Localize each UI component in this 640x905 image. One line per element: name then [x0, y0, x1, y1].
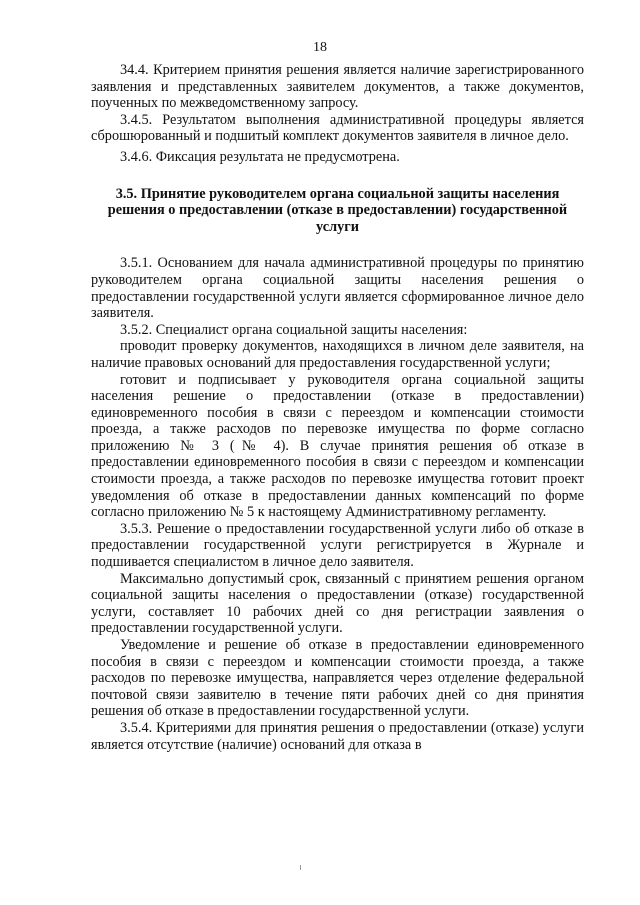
paragraph-3-5-2: 3.5.2. Специалист органа социальной защиты населения: [120, 321, 468, 338]
paragraph-3-5-2-check: проводит проверку документов, находящихся в личном деле заявителя, на наличие правовых оснований для предоставления государственной услуги; [91, 338, 584, 371]
paragraph-3-4-5: 3.4.5. Результатом выполнения административной процедуры является сброшюрованный и подшитый комплект документов заявителя в личное дело. [91, 111, 584, 145]
paragraph-3-5-1: 3.5.1. Основанием для начала административной процедуры по принятию руководителем органа социальной защиты населения решения о предоставлении государственной услуги является сформированное личное дело заявителя. [91, 255, 584, 322]
paragraph-3-4-6: 3.4.6. Фиксация результата не предусмотрена. [120, 148, 400, 165]
paragraph-3-5-3: 3.5.3. Решение о предоставлении государственной услуги либо об отказе в предоставлении государственной услуги регистрируется в Журнале и подшивается специалистом в личное дело заявителя. [91, 520, 584, 571]
paragraph-3-4-4: 34.4. Критерием принятия решения является наличие зарегистрированного заявления и представленных заявителем документов, а также документов, поученных по межведомственному запросу. [91, 62, 584, 112]
document-body [91, 62, 584, 753]
paragraph-3-5-3-term: Максимально допустимый срок, связанный с принятием решения органом социальной защиты населения о предоставлении (отказе) государственной услуги, составляет 10 рабочих дней со дня регистрации заявления о предоставлении государственной услуги. [91, 570, 584, 637]
scan-mark [300, 865, 301, 870]
paragraph-3-5-2-prepare: готовит и подписывает у руководителя органа социальной защиты населения решение о предоставлении (отказе в предоставлении) единовременного пособия в связи с переездом и компенсации стоимости проезда, а также расходов по перевозке имущества по форме согласно приложению № 3 (№ 4). В случае принятия решения об отказе в предоставлении единовременного пособия в связи с переездом и компенсации стоимости проезда, а также расходов по перевозке имущества готовит проект уведомления об отказе в предоставлении данных компенсаций по форме согласно приложению № 5 к настоящему Административному регламенту. [91, 371, 584, 521]
paragraph-3-5-3-notice: Уведомление и решение об отказе в предоставлении единовременного пособия в связи с переездом и компенсации стоимости проезда, а также расходов по перевозке имущества, направляется через отделение федеральной почтовой связи заявителю в течение пяти рабочих дней со дня принятия решения об отказе в предоставлении государственной услуги. [91, 637, 584, 720]
paragraph-3-5-4: 3.5.4. Критериями для принятия решения о предоставлении (отказе) услуги является отсутствие (наличие) оснований для отказа в [91, 719, 584, 753]
page-number: 18 [313, 40, 327, 55]
section-heading-3-5: 3.5. Принятие руководителем органа социальной защиты населения решения о предоставлении (отказе в предоставлении) государственной услуги [107, 185, 568, 235]
